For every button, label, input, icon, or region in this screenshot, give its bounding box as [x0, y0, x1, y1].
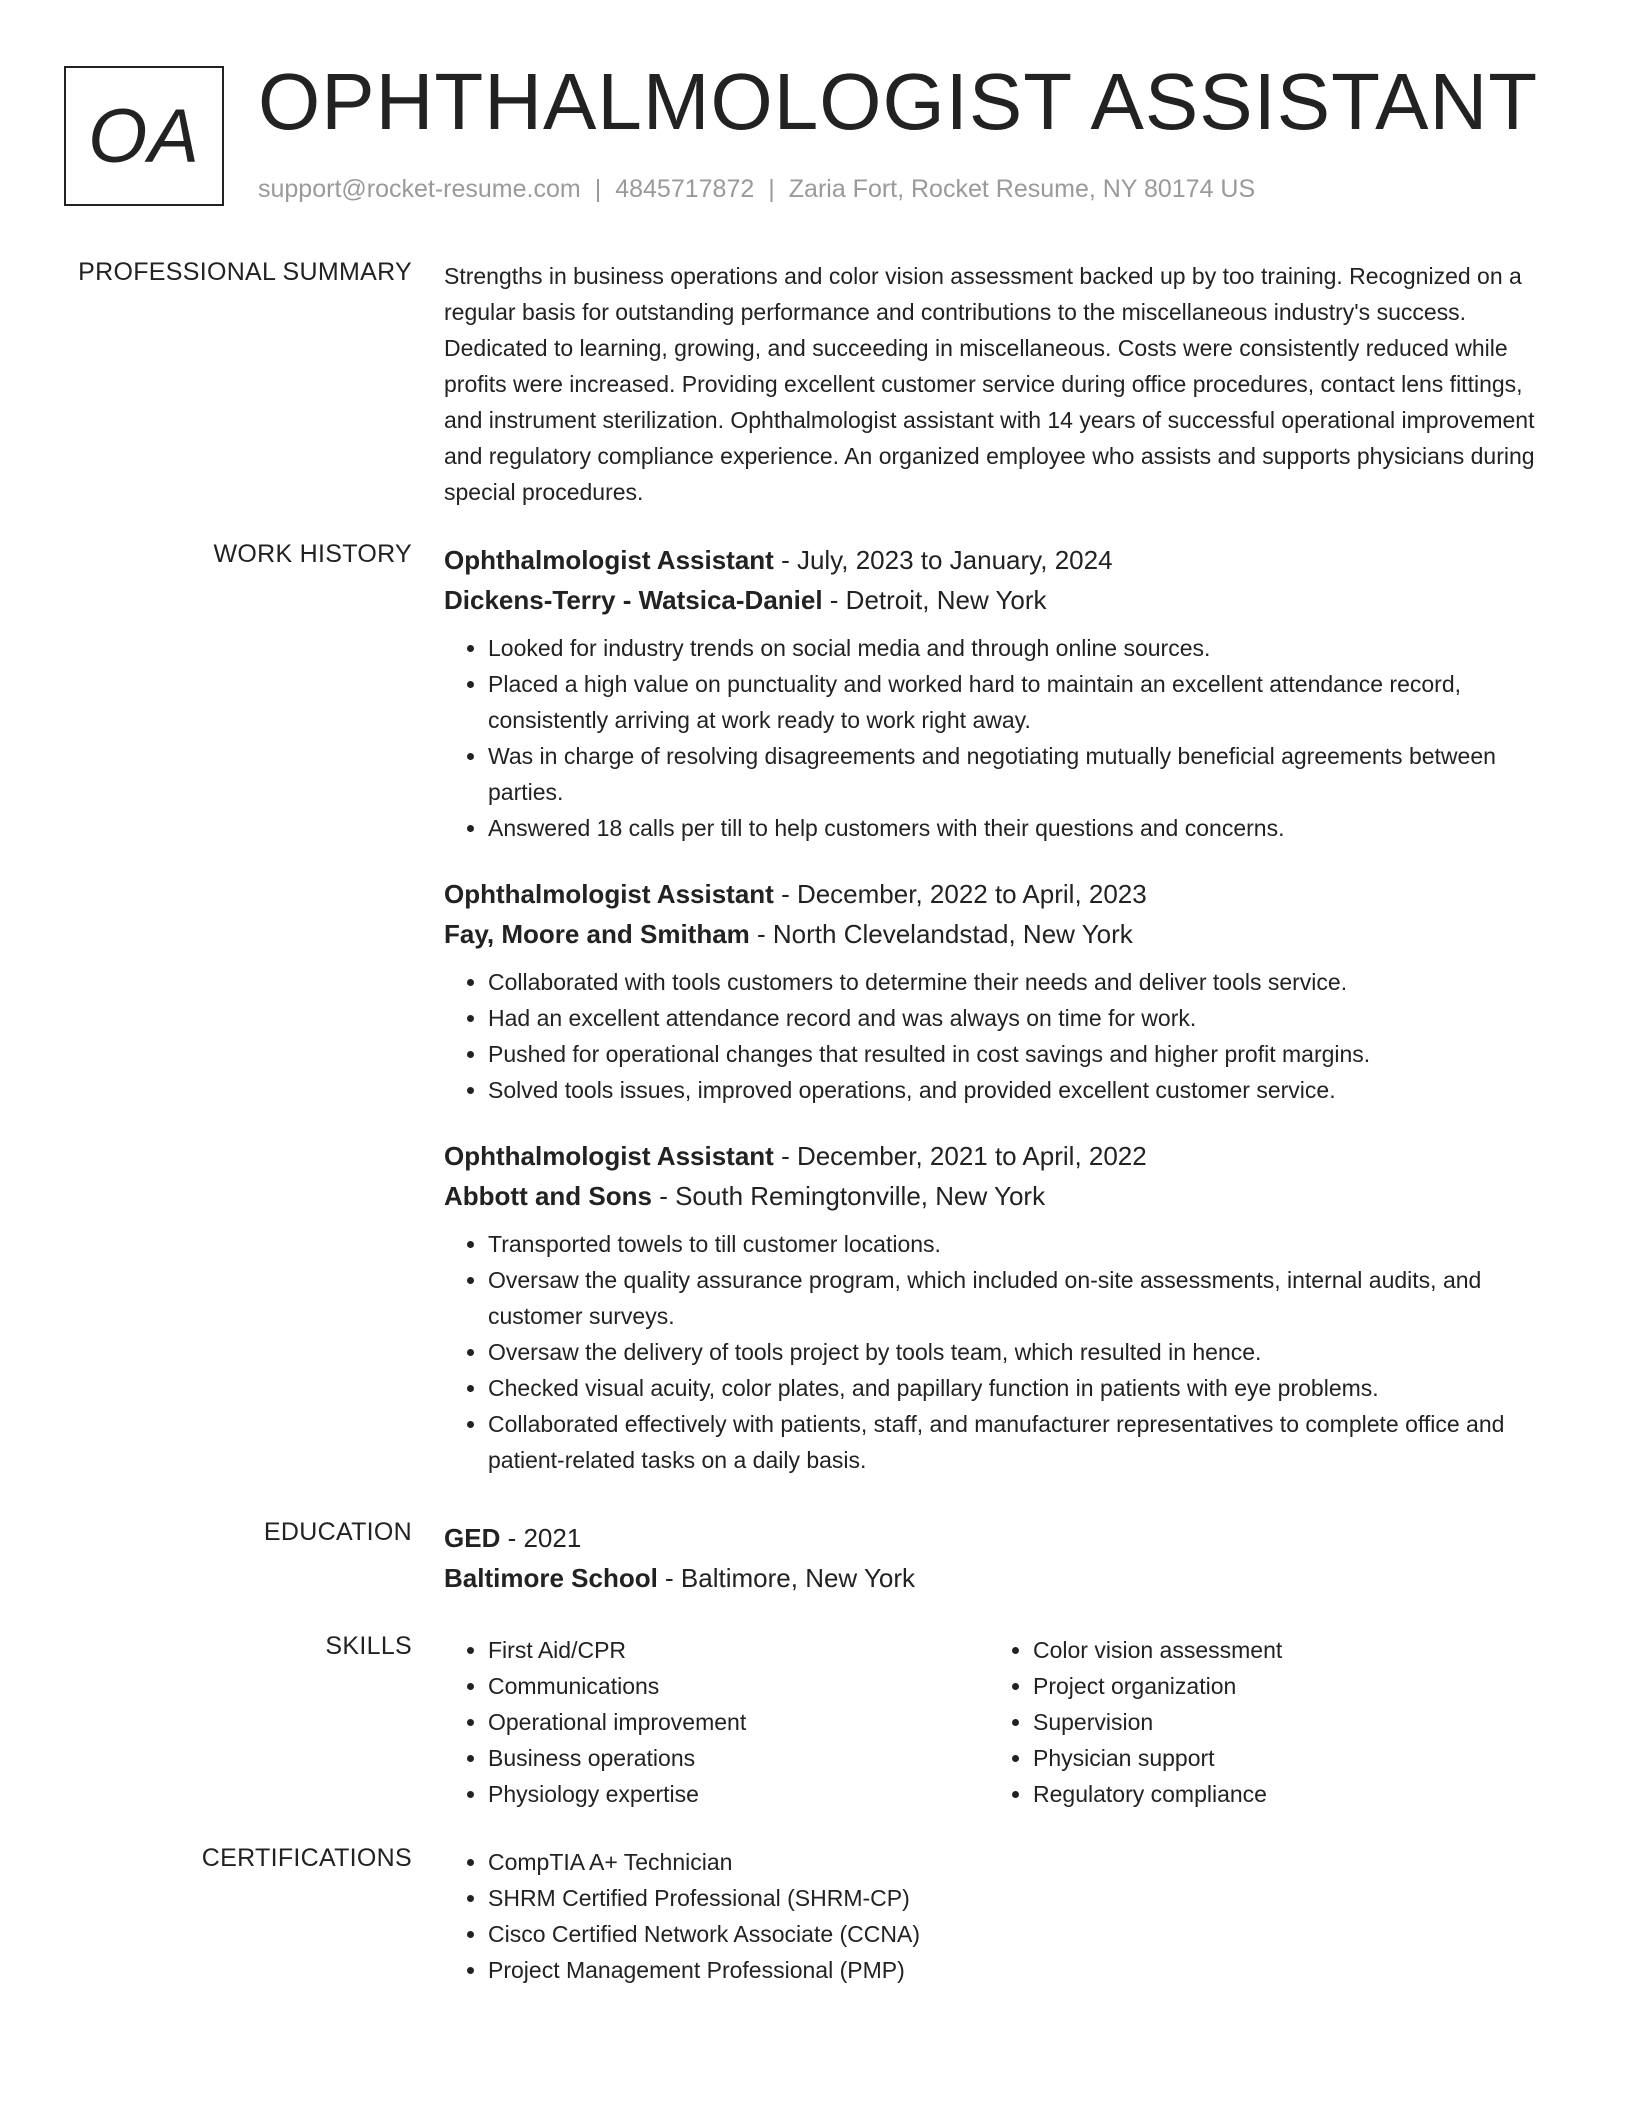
job-bullets	[444, 630, 1554, 846]
job-company-line	[444, 580, 1554, 620]
certifications-label: CERTIFICATIONS	[201, 1844, 412, 1872]
job-bullet: • Pushed for operational changes that resulted in cost savings and higher profit margins.	[488, 1036, 1554, 1072]
skill-item: • Operational improvement	[488, 1704, 989, 1740]
job-title: Ophthalmologist Assistant	[444, 545, 774, 575]
job-company-line	[444, 914, 1554, 954]
work-history-label: WORK HISTORY	[213, 540, 412, 568]
education-body	[444, 1518, 1554, 1598]
certifications-list	[444, 1844, 1554, 1988]
job-bullet: • Checked visual acuity, color plates, and papillary function in patients with eye problems.	[488, 1370, 1554, 1406]
education-school: Baltimore School	[444, 1563, 658, 1593]
job-dates: - December, 2022 to April, 2023	[773, 879, 1147, 909]
job-bullet: • Solved tools issues, improved operations, and provided excellent customer service.	[488, 1072, 1554, 1108]
job-bullet: • Answered 18 calls per till to help customers with their questions and concerns.	[488, 810, 1554, 846]
job-bullets	[444, 1226, 1554, 1478]
certification-item: • SHRM Certified Professional (SHRM-CP)	[488, 1880, 1554, 1916]
job-entry	[444, 540, 1554, 846]
job-bullet: • Placed a high value on punctuality and worked hard to maintain an excellent attendance record, consistently arriving at work ready to work right away.	[488, 666, 1554, 738]
job-dates: - July, 2023 to January, 2024	[773, 545, 1113, 575]
skill-item: • Physician support	[1033, 1740, 1534, 1776]
summary-label: PROFESSIONAL SUMMARY	[78, 258, 412, 286]
job-entry	[444, 1136, 1554, 1478]
skill-item: • Physiology expertise	[488, 1776, 989, 1812]
education-label: EDUCATION	[263, 1518, 412, 1546]
education-year: - 2021	[500, 1523, 582, 1553]
certification-item: • Project Management Professional (PMP)	[488, 1952, 1554, 1988]
job-location: - North Clevelandstad, New York	[749, 919, 1133, 949]
skills-list-left	[444, 1632, 989, 1812]
job-company: Dickens-Terry - Watsica-Daniel	[444, 585, 823, 615]
job-entry	[444, 874, 1554, 1108]
skill-item: • First Aid/CPR	[488, 1632, 989, 1668]
job-company: Fay, Moore and Smitham	[444, 919, 750, 949]
job-bullet: • Had an excellent attendance record and was always on time for work.	[488, 1000, 1554, 1036]
contact-phone: 4845717872	[615, 175, 755, 203]
contact-line	[258, 175, 1255, 204]
certifications-body	[444, 1844, 1554, 1988]
job-location: - Detroit, New York	[822, 585, 1047, 615]
job-bullet: • Looked for industry trends on social media and through online sources.	[488, 630, 1554, 666]
summary-body	[444, 258, 1554, 510]
skill-item: • Communications	[488, 1668, 989, 1704]
skills-label: SKILLS	[325, 1632, 412, 1660]
job-bullet: • Transported towels to till customer locations.	[488, 1226, 1554, 1262]
skill-item: • Project organization	[1033, 1668, 1534, 1704]
skill-item: • Supervision	[1033, 1704, 1534, 1740]
job-bullet: • Oversaw the quality assurance program, which included on-site assessments, internal audits, and customer surveys.	[488, 1262, 1554, 1334]
job-company-line	[444, 1176, 1554, 1216]
job-bullet: • Was in charge of resolving disagreements and negotiating mutually beneficial agreements between parties.	[488, 738, 1554, 810]
contact-address: Zaria Fort, Rocket Resume, NY 80174 US	[788, 175, 1256, 203]
job-dates: - December, 2021 to April, 2022	[773, 1141, 1147, 1171]
skills-list-right	[989, 1632, 1534, 1812]
education-school-line	[444, 1558, 1554, 1598]
job-company: Abbott and Sons	[444, 1181, 652, 1211]
skills-body	[444, 1632, 1554, 1812]
job-title-line	[444, 540, 1554, 580]
education-degree: GED	[444, 1523, 501, 1553]
monogram-initials: OA	[64, 66, 224, 206]
job-location: - South Remingtonville, New York	[651, 1181, 1046, 1211]
job-title-line	[444, 1136, 1554, 1176]
resume-name-title: OPHTHALMOLOGIST ASSISTANT	[258, 57, 1539, 146]
job-bullet: • Collaborated with tools customers to determine their needs and deliver tools service.	[488, 964, 1554, 1000]
education-degree-line	[444, 1518, 1554, 1558]
certification-item: • CompTIA A+ Technician	[488, 1844, 1554, 1880]
contact-separator: |	[594, 175, 602, 203]
certification-item: • Cisco Certified Network Associate (CCNA)	[488, 1916, 1554, 1952]
job-bullets	[444, 964, 1554, 1108]
skill-item: • Regulatory compliance	[1033, 1776, 1534, 1812]
summary-text: Strengths in business operations and color vision assessment backed up by too training. Recognized on a regular basis for outstanding performance and contributions to the miscellaneous industry's success. Dedicated to learning, growing, and succeeding in miscellaneous. Costs were consistently reduced while profits were increased. Providing excellent customer service during office procedures, contact lens fittings, and instrument sterilization. Ophthalmologist assistant with 14 years of successful operational improvement and regulatory compliance experience. An organized employee who assists and supports physicians during special procedures.	[444, 263, 1535, 505]
work-history-body	[444, 540, 1554, 1506]
skill-item: • Business operations	[488, 1740, 989, 1776]
education-location: - Baltimore, New York	[657, 1563, 916, 1593]
job-title-line	[444, 874, 1554, 914]
job-bullet: • Collaborated effectively with patients, staff, and manufacturer representatives to complete office and patient-related tasks on a daily basis.	[488, 1406, 1554, 1478]
skill-item: • Color vision assessment	[1033, 1632, 1534, 1668]
job-title: Ophthalmologist Assistant	[444, 1141, 774, 1171]
contact-separator: |	[768, 175, 775, 203]
contact-email: support@rocket-resume.com	[258, 175, 581, 203]
job-title: Ophthalmologist Assistant	[444, 879, 774, 909]
job-bullet: • Oversaw the delivery of tools project by tools team, which resulted in hence.	[488, 1334, 1554, 1370]
skills-columns	[444, 1632, 1554, 1812]
